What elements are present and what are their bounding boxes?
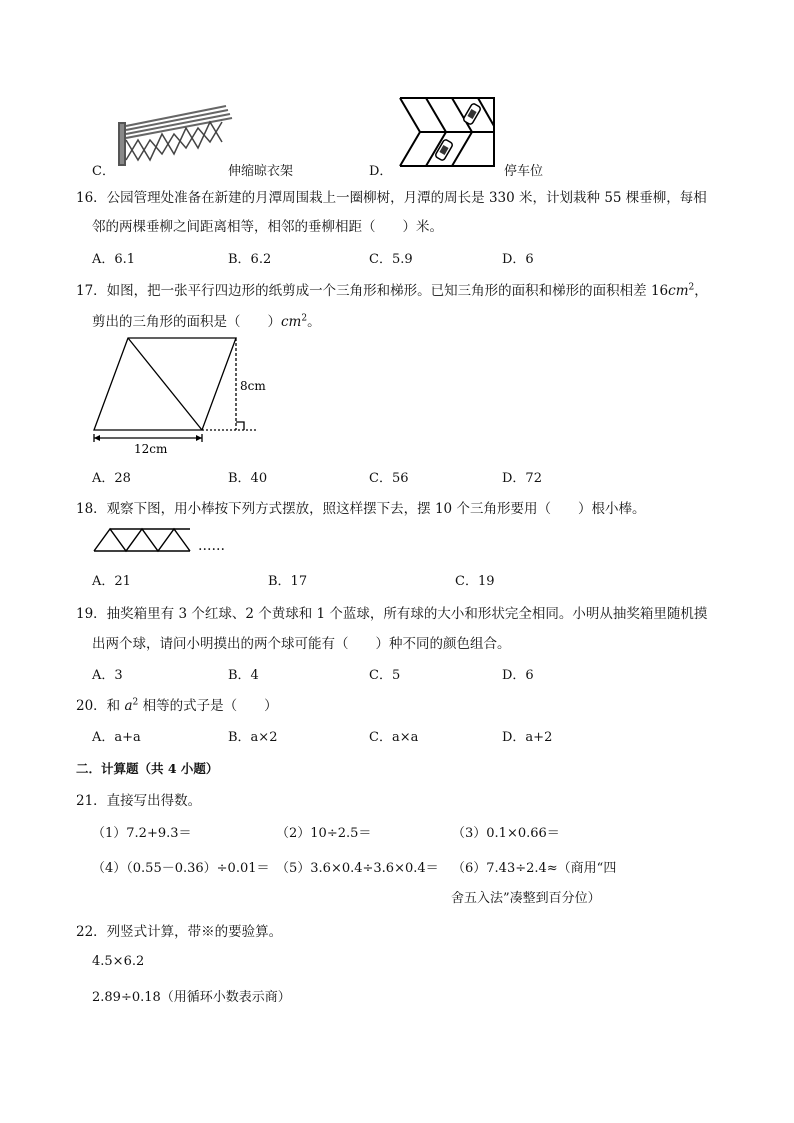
q21-item-1: （1）7.2+9.3＝ <box>92 826 192 841</box>
q22-item-2: 2.89÷0.18（用循环小数表示商） <box>92 990 291 1005</box>
parallelogram-figure <box>90 334 270 460</box>
q16-option-c: C．5.9 <box>369 252 413 267</box>
q18-line1: 18．观察下图，用小棒按下列方式摆放，照这样摆下去，摆 10 个三角形要用（ ）根小棒。 <box>76 501 646 517</box>
section-2-title: 二．计算题（共 4 小题） <box>76 761 219 776</box>
q19-option-d: D．6 <box>502 668 534 683</box>
q16-option-b: B．6.2 <box>228 252 272 267</box>
parking-spaces-image <box>394 96 496 168</box>
q18-option-c: C．19 <box>455 574 495 589</box>
q18-ellipsis: …… <box>198 538 225 554</box>
q16-line1: 16．公园管理处准备在新建的月潭周围栽上一圈柳树，月潭的周长是 330 米，计划栽种 55 棵垂柳，每相 <box>76 190 707 206</box>
option-c-letter: C． <box>92 164 115 179</box>
q19-option-c: C．5 <box>369 668 401 683</box>
q17-line1: 17．如图，把一张平行四边形的纸剪成一个三角形和梯形。已知三角形的面积和梯形的面积相差 $16cm^2$， <box>76 282 708 299</box>
q20-line1: 20．和 $a^2$ 相等的式子是（ ） <box>76 697 278 714</box>
q21-item-5: （5）3.6×0.4÷3.6×0.4＝ <box>276 861 439 876</box>
q20-option-b: B．a×2 <box>228 730 278 745</box>
q21-item-4: （4）（0.55－0.36）÷0.01＝ <box>92 861 270 876</box>
q19-line1: 19．抽奖箱里有 3 个红球、2 个黄球和 1 个蓝球，所有球的大小和形状完全相同。小明从抽奖箱里随机摸 <box>76 606 708 622</box>
q21-title: 21．直接写出得数。 <box>76 793 202 809</box>
q20-option-c: C．a×a <box>369 730 419 745</box>
q16-option-a: A．6.1 <box>92 252 136 267</box>
option-d-letter: D． <box>369 164 393 179</box>
q21-item-3: （3）0.1×0.66＝ <box>452 826 560 841</box>
q22-title: 22．列竖式计算，带※的要验算。 <box>76 924 283 940</box>
q17-option-d: D．72 <box>502 471 542 486</box>
q21-item-6: （6）7.43÷2.4≈（商用“四 <box>452 861 617 876</box>
q20-option-d: D．a+2 <box>502 730 553 745</box>
q17-option-c: C．56 <box>369 471 409 486</box>
q18-option-a: A．21 <box>92 574 131 589</box>
base-label: 12cm <box>134 442 168 456</box>
q17-line2: 剪出的三角形的面积是（ ）$cm^2$。 <box>92 313 321 330</box>
q21-item-6-cont: 舍五入法”凑整到百分位） <box>451 891 601 906</box>
q16-line2: 邻的两棵垂柳之间距离相等，相邻的垂柳相距（ ）米。 <box>92 219 443 235</box>
triangle-sticks-figure <box>94 527 194 553</box>
q16-option-d: D．6 <box>502 252 534 267</box>
height-label: 8cm <box>240 379 266 393</box>
q17-option-b: B．40 <box>228 471 268 486</box>
clothes-rack-image <box>118 104 238 168</box>
q19-option-b: B．4 <box>228 668 259 683</box>
q22-item-1: 4.5×6.2 <box>92 954 145 969</box>
q18-option-b: B．17 <box>268 574 308 589</box>
q17-option-a: A．28 <box>92 471 131 486</box>
q20-option-a: A．a+a <box>92 730 141 745</box>
option-d-caption: 停车位 <box>504 164 544 179</box>
q21-item-2: （2）10÷2.5＝ <box>276 826 372 841</box>
q19-option-a: A．3 <box>92 668 123 683</box>
q19-line2: 出两个球，请问小明摸出的两个球可能有（ ）种不同的颜色组合。 <box>92 636 511 652</box>
option-c-caption: 伸缩晾衣架 <box>228 164 294 179</box>
